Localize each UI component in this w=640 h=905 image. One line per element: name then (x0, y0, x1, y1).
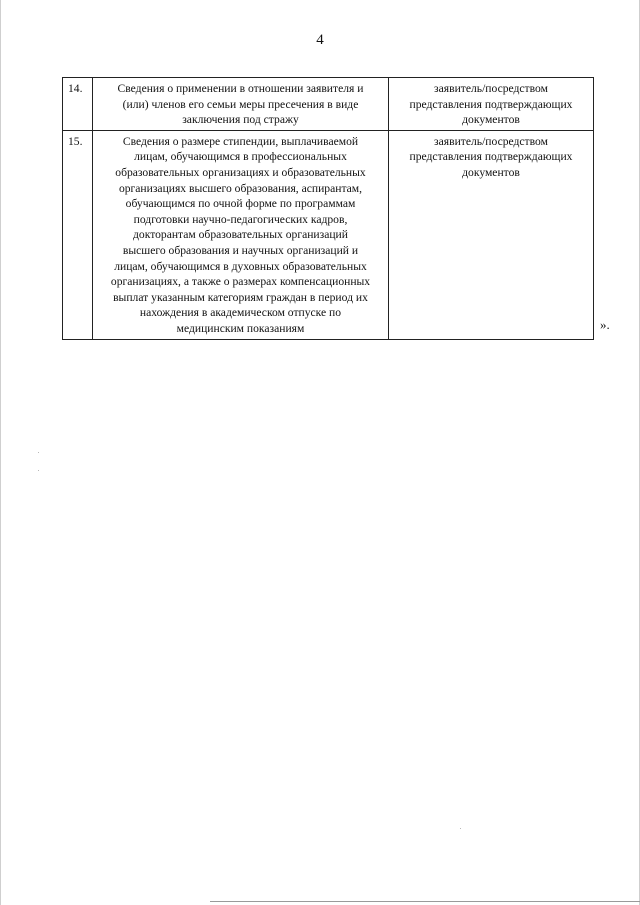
row-number: 15. (63, 130, 93, 339)
scan-speck (38, 470, 39, 471)
scan-speck (38, 452, 39, 453)
description-line: высшего образования и научных организаций и (122, 243, 359, 257)
table-row (63, 78, 594, 131)
page-edge-left (0, 0, 1, 905)
row-description (93, 130, 389, 339)
description-line: медицинским показаниям (176, 321, 305, 335)
source-line: документов (462, 165, 520, 179)
description-line: организациях высшего образования, аспирантам, (118, 181, 363, 195)
source-line: представления подтверждающих (409, 150, 573, 164)
description-line: (или) членов его семьи меры пресечения в виде (122, 97, 359, 111)
row-description (93, 78, 389, 131)
page-number: 4 (316, 32, 324, 48)
closing-quote: ». (600, 317, 610, 332)
description-line: обучающимся по очной форме по программам (125, 197, 356, 211)
scan-speck (460, 828, 461, 829)
description-line: подготовки научно-педагогических кадров, (133, 212, 348, 226)
description-line: лицам, обучающимся в духовных образовательных (114, 259, 367, 273)
documents-table (62, 77, 594, 340)
description-line: Сведения о применении в отношении заявителя и (117, 82, 364, 95)
source-line: представления подтверждающих (409, 97, 573, 111)
description-line: выплат указанным категориям граждан в период их (113, 290, 368, 304)
row-source (389, 78, 594, 131)
row-number: 14. (63, 78, 93, 131)
description-line: докторантам образовательных организаций (133, 228, 348, 242)
description-line: заключения под стражу (182, 113, 299, 127)
description-line: лицам, обучающимся в профессиональных (134, 150, 347, 164)
description-line: нахождения в академическом отпуске по (139, 306, 342, 320)
description-line: Сведения о размере стипендии, выплачиваемой (122, 134, 359, 148)
table-row (63, 130, 594, 339)
source-line: заявитель/посредством (434, 82, 548, 95)
source-line: заявитель/посредством (434, 134, 548, 148)
source-line: документов (462, 113, 520, 127)
row-source (389, 130, 594, 339)
page-edge-bottom (210, 901, 640, 902)
description-line: образовательных организациях и образовательных (115, 165, 366, 179)
description-line: организациях, а также о размерах компенсационных (110, 275, 371, 289)
